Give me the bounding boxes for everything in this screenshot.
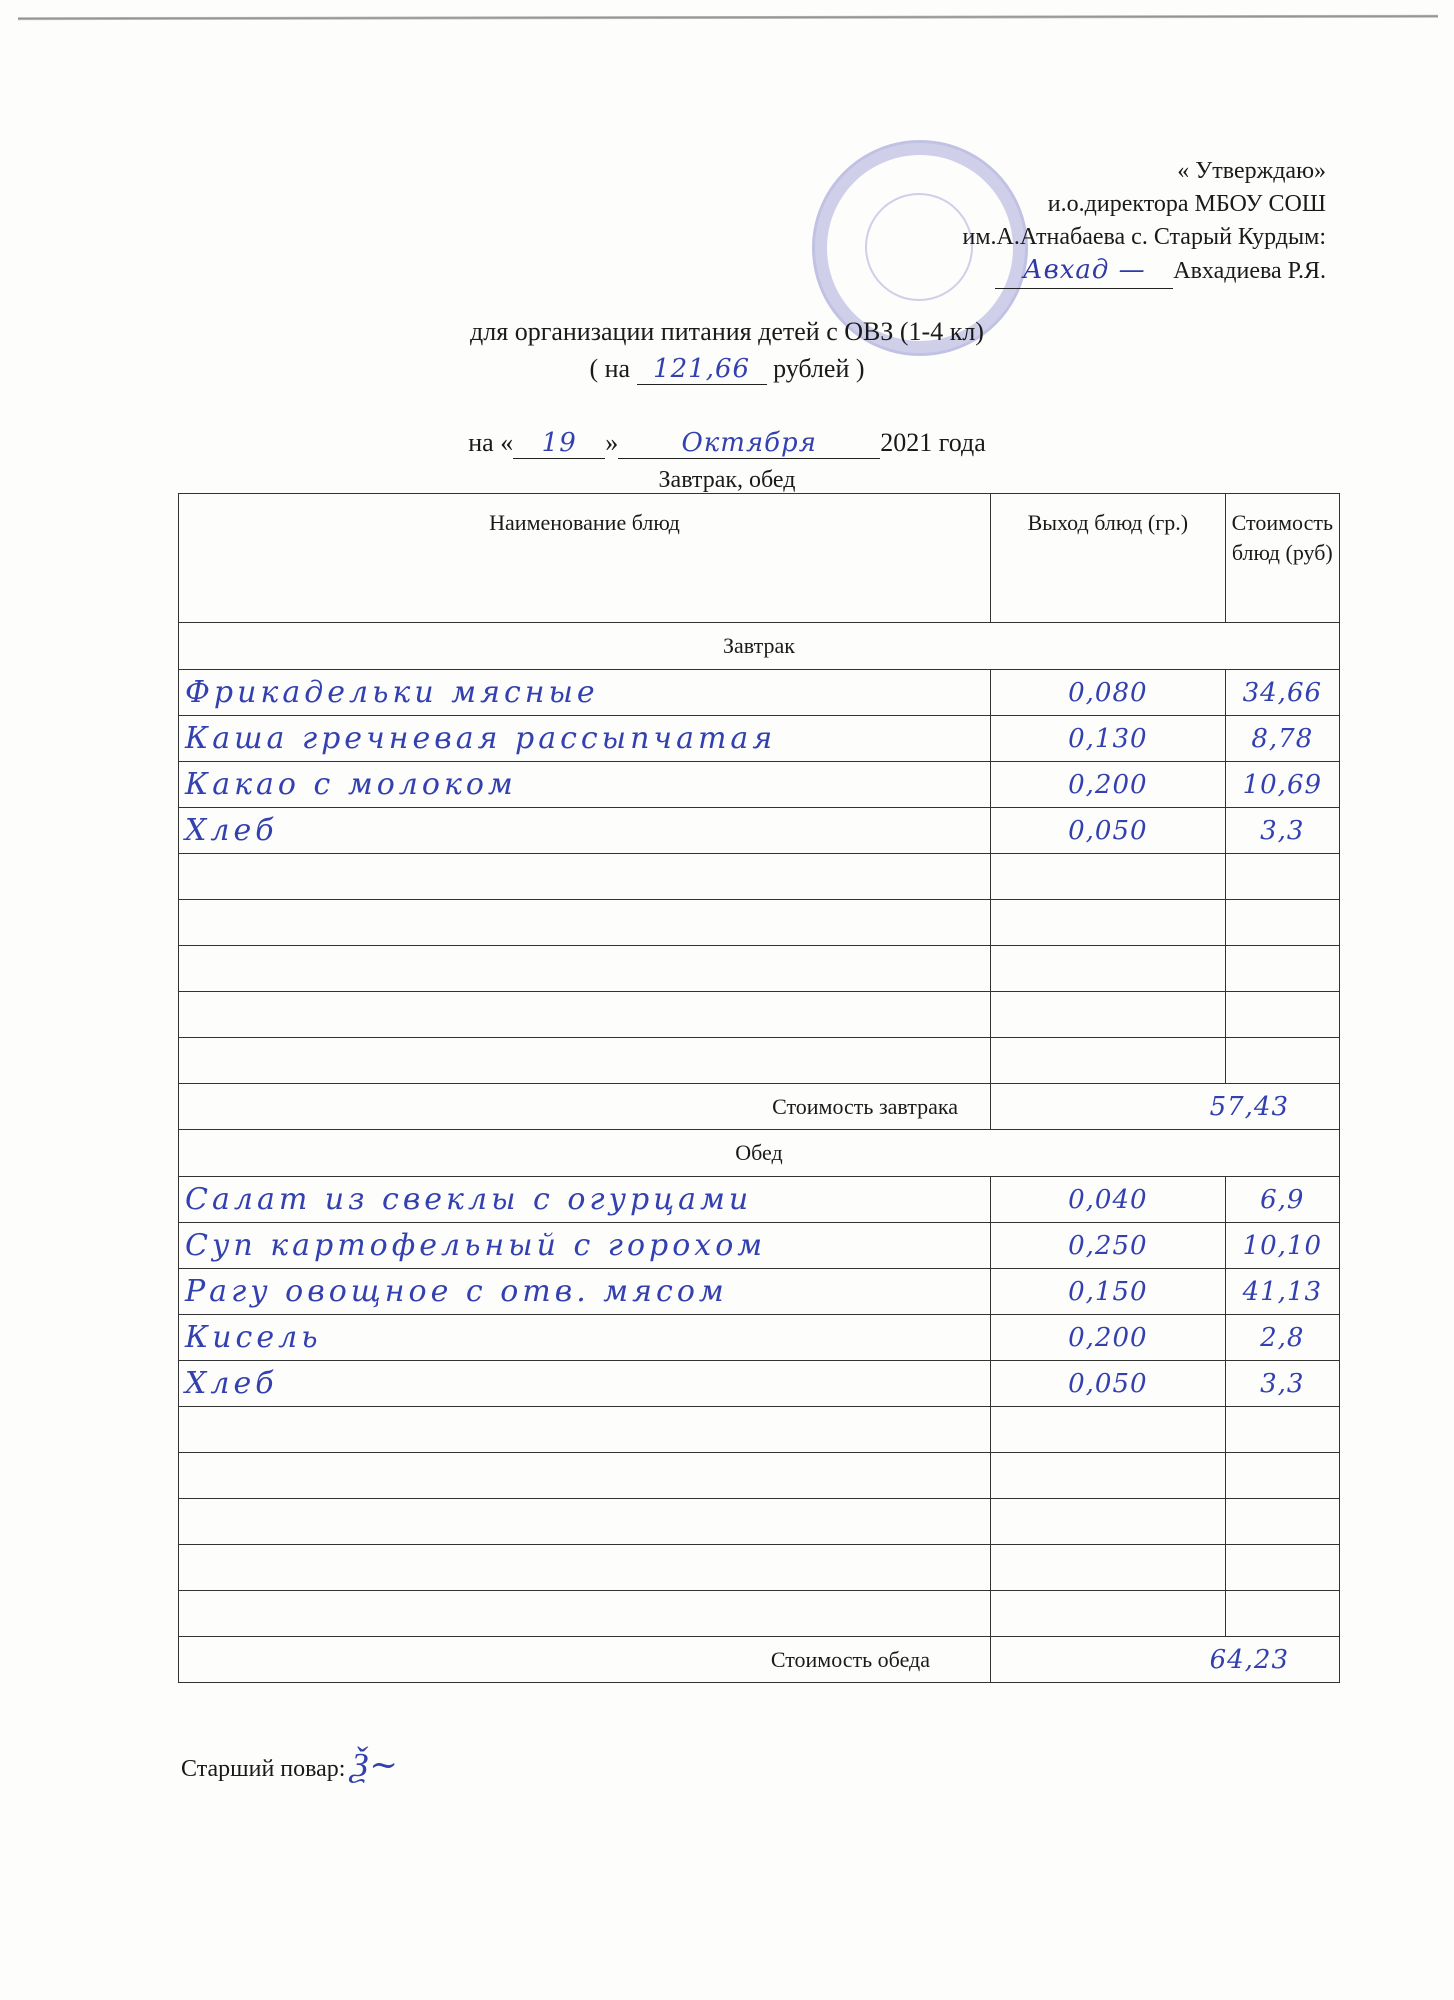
breakfast-row — [179, 808, 1340, 854]
lunch-dish-name: Рагу овощное с отв. мясом — [185, 1274, 728, 1309]
header-output: Выход блюд (гр.) — [991, 494, 1226, 623]
breakfast-total-value: 57,43 — [1209, 1091, 1289, 1122]
lunch-row — [179, 1177, 1340, 1223]
lunch-dish-name: Суп картофельный с горохом — [185, 1228, 767, 1263]
lunch-row — [179, 1407, 1340, 1453]
lunch-dish-output: 0,200 — [1068, 1322, 1148, 1353]
breakfast-row — [179, 854, 1340, 900]
breakfast-row — [179, 946, 1340, 992]
breakfast-dish-name: Фрикадельки мясные — [185, 675, 599, 710]
lunch-dish-cost: 41,13 — [1242, 1276, 1323, 1307]
lunch-dish-output: 0,150 — [1068, 1276, 1148, 1307]
breakfast-dish-output: 0,200 — [1068, 769, 1148, 800]
breakfast-row — [179, 1038, 1340, 1084]
lunch-row — [179, 1315, 1340, 1361]
lunch-total-label: Стоимость обеда — [179, 1637, 991, 1683]
menu-date-line — [0, 428, 1454, 459]
lunch-dish-cost: 3,3 — [1260, 1368, 1305, 1399]
price-suffix: рублей ) — [773, 354, 865, 383]
lunch-dish-name: Кисель — [185, 1320, 322, 1355]
lunch-row — [179, 1361, 1340, 1407]
scan-edge-line — [18, 15, 1438, 20]
menu-price-line — [0, 354, 1454, 385]
menu-table — [178, 493, 1340, 1683]
approval-line-2: им.А.Атнабаева с. Старый Курдым: — [962, 224, 1326, 250]
breakfast-dish-output: 0,080 — [1068, 677, 1148, 708]
cook-signature: Ѯ~ — [351, 1745, 399, 1785]
breakfast-title: Завтрак — [179, 623, 1340, 670]
lunch-dish-output: 0,040 — [1068, 1184, 1148, 1215]
lunch-dish-cost: 2,8 — [1260, 1322, 1305, 1353]
lunch-row — [179, 1545, 1340, 1591]
menu-purpose: для организации питания детей с ОВЗ (1-4 кл) — [470, 317, 984, 346]
lunch-row — [179, 1453, 1340, 1499]
breakfast-row — [179, 900, 1340, 946]
breakfast-dish-cost: 10,69 — [1242, 769, 1323, 800]
breakfast-dish-name: Какао с молоком — [185, 767, 517, 802]
table-caption: Завтрак, обед — [658, 467, 796, 493]
breakfast-total-row — [179, 1084, 1340, 1130]
lunch-dish-cost: 6,9 — [1260, 1184, 1305, 1215]
date-day: 19 — [541, 428, 577, 458]
breakfast-dish-output: 0,050 — [1068, 815, 1148, 846]
lunch-dish-output: 0,050 — [1068, 1368, 1148, 1399]
approval-heading: « Утверждаю» — [1177, 158, 1326, 184]
cook-label: Старший повар: — [181, 1756, 346, 1782]
lunch-dish-output: 0,250 — [1068, 1230, 1148, 1261]
breakfast-row — [179, 670, 1340, 716]
date-mid: » — [605, 428, 619, 457]
lunch-row — [179, 1499, 1340, 1545]
breakfast-dish-cost: 8,78 — [1251, 723, 1314, 754]
breakfast-dish-output: 0,130 — [1068, 723, 1148, 754]
director-signature: Авхад — — [1022, 255, 1146, 285]
lunch-items — [179, 1177, 1340, 1637]
lunch-dish-name: Салат из свеклы с огурцами — [185, 1182, 753, 1217]
header-cost: Стоимость блюд (руб) — [1225, 494, 1339, 623]
lunch-dish-cost: 10,10 — [1242, 1230, 1323, 1261]
approval-line-1: и.о.директора МБОУ СОШ — [1047, 191, 1326, 217]
table-header-row — [179, 494, 1340, 623]
price-prefix: ( на — [589, 354, 631, 383]
breakfast-dish-name: Хлеб — [185, 813, 278, 848]
breakfast-row — [179, 762, 1340, 808]
header-dish-name: Наименование блюд — [179, 494, 991, 623]
breakfast-dish-name: Каша гречневая рассыпчатая — [185, 721, 777, 756]
senior-cook-line — [181, 1745, 399, 1785]
lunch-row — [179, 1223, 1340, 1269]
breakfast-items — [179, 670, 1340, 1084]
lunch-dish-name: Хлеб — [185, 1366, 278, 1401]
lunch-total-value: 64,23 — [1209, 1644, 1289, 1675]
date-prefix: на « — [468, 428, 514, 457]
breakfast-row — [179, 992, 1340, 1038]
breakfast-section-row — [179, 623, 1340, 670]
lunch-section-row — [179, 1130, 1340, 1177]
lunch-row — [179, 1269, 1340, 1315]
breakfast-dish-cost: 34,66 — [1242, 677, 1323, 708]
price-value: 121,66 — [653, 354, 751, 384]
breakfast-row — [179, 716, 1340, 762]
director-name: Авхадиева Р.Я. — [1173, 258, 1326, 284]
lunch-row — [179, 1591, 1340, 1637]
breakfast-dish-cost: 3,3 — [1260, 815, 1305, 846]
lunch-title: Обед — [179, 1130, 1340, 1177]
approval-signature-row — [963, 254, 1327, 289]
date-month: Октября — [681, 428, 817, 458]
date-suffix: 2021 года — [880, 428, 986, 457]
breakfast-total-label: Стоимость завтрака — [179, 1084, 991, 1130]
approval-block — [963, 155, 1327, 289]
lunch-total-row — [179, 1637, 1340, 1683]
